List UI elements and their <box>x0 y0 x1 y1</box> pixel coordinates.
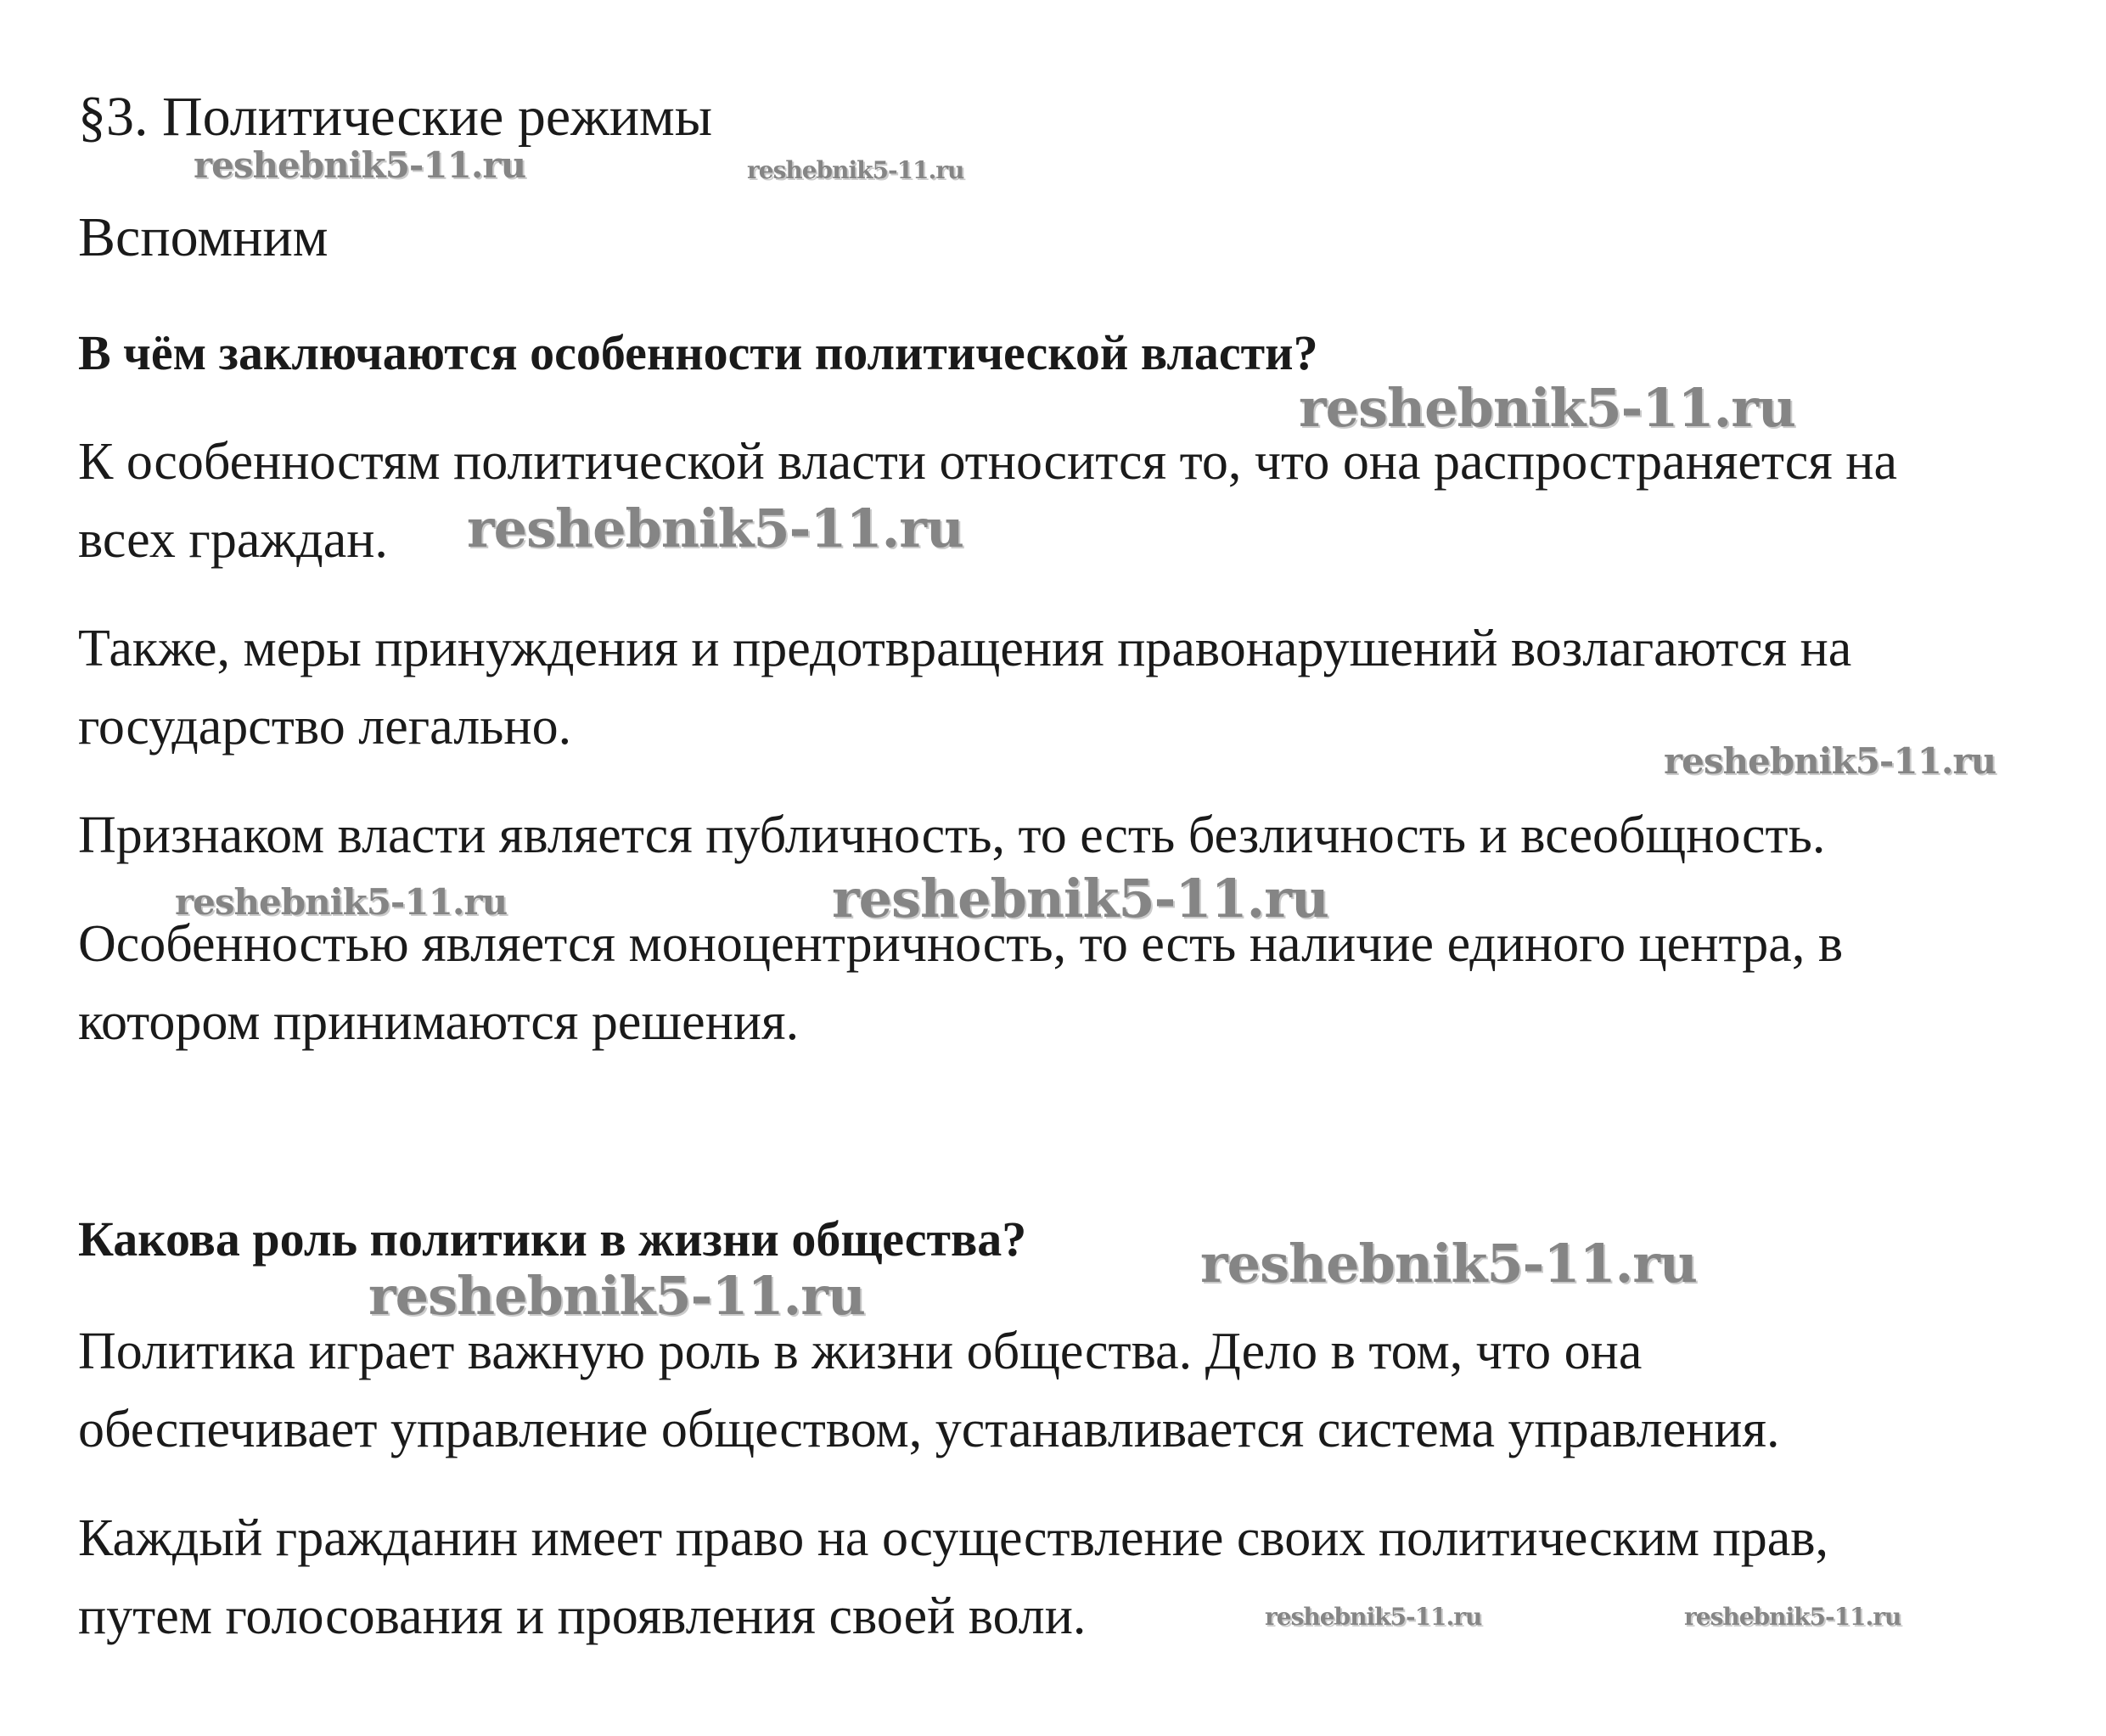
paragraph-1 <box>78 423 1897 579</box>
question-2: Какова роль политики в жизни общества? <box>78 1211 1027 1267</box>
paragraph-4-line-2: котором принимаются решения. <box>78 993 800 1051</box>
subtitle: Вспомним <box>78 206 329 268</box>
watermark: reshebnik5-11.ru <box>1664 740 1996 782</box>
paragraph-2-line-2: государство легально. <box>78 698 572 756</box>
watermark: reshebnik5-11.ru <box>747 156 964 184</box>
watermark: reshebnik5-11.ru <box>1265 1603 1482 1631</box>
watermark: reshebnik5-11.ru <box>175 881 508 923</box>
paragraph-5 <box>78 1312 1779 1469</box>
paragraph-4-line-1: Особенностью является моноцентричность, то есть наличие единого центра, в <box>78 915 1844 973</box>
watermark: reshebnik5-11.ru <box>368 1265 865 1327</box>
watermark: reshebnik5-11.ru <box>1200 1233 1697 1295</box>
question-1: В чём заключаются особенности политической власти? <box>78 325 1318 380</box>
paragraph-3: Признаком власти является публичность, то есть безличность и всеобщность. <box>78 806 1826 864</box>
paragraph-1-line-1: К особенностям политической власти относится то, что она распространяется на <box>78 433 1897 491</box>
paragraph-6-line-2: путем голосования и проявления своей воли. <box>78 1587 1087 1645</box>
paragraph-5-line-1: Политика играет важную роль в жизни общества. Дело в том, что она <box>78 1323 1643 1380</box>
paragraph-2-line-1: Также, меры принуждения и предотвращения правонарушений возлагаются на <box>78 620 1852 677</box>
paragraph-6-line-1: Каждый гражданин имеет право на осуществление своих политическим прав, <box>78 1509 1828 1567</box>
paragraph-5-line-2: обеспечивает управление обществом, устанавливается система управления. <box>78 1401 1780 1458</box>
watermark: reshebnik5-11.ru <box>1684 1603 1901 1631</box>
watermark: reshebnik5-11.ru <box>1299 377 1795 439</box>
watermark: reshebnik5-11.ru <box>467 497 963 559</box>
paragraph-2 <box>78 610 1851 766</box>
paragraph-6 <box>78 1499 1828 1655</box>
page-title: §3. Политические режимы <box>78 86 713 148</box>
paragraph-1-line-2: всех граждан. <box>78 511 388 569</box>
watermark: reshebnik5-11.ru <box>194 144 526 186</box>
watermark: reshebnik5-11.ru <box>832 868 1328 930</box>
